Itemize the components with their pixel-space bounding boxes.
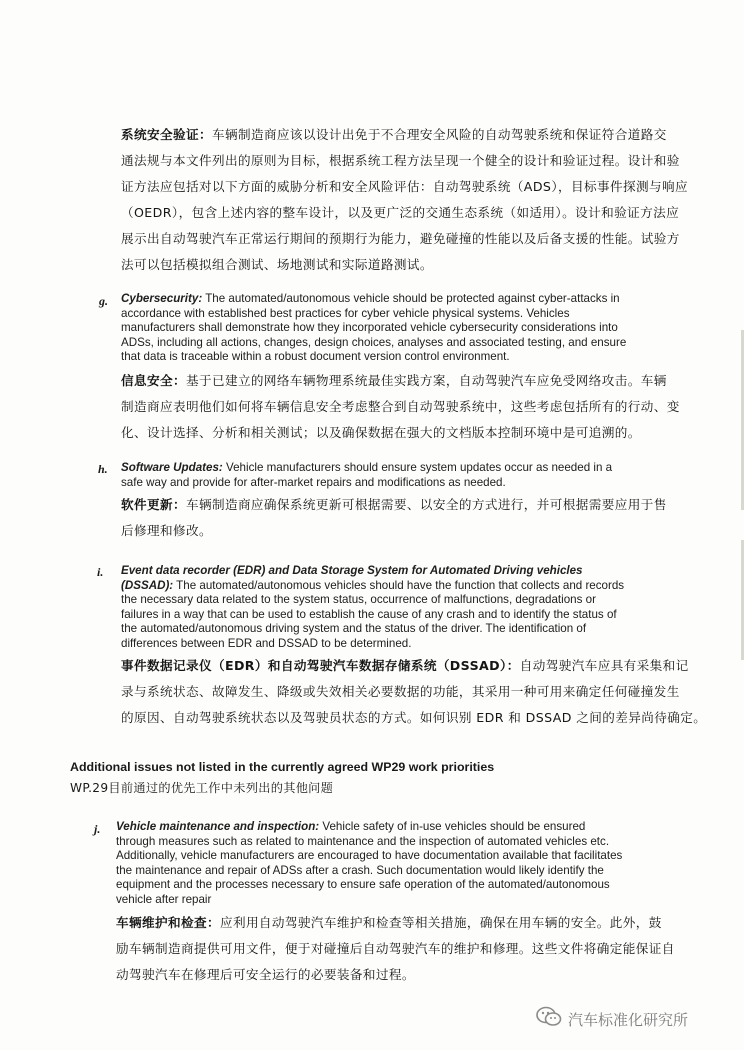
system-safety-line-6: 法可以包括模拟组合测试、场地测试和实际道路测试。 [121,257,433,272]
item-i-en-line-3: failures in a way that can be used to establish the cause of any crash and to identify the status of [121,607,617,621]
system-safety-line-3: 证方法应包括对以下方面的威胁分析和安全风险评估：自动驾驶系统（ADS），目标事件探测与响应 [121,179,688,194]
item-g-en-line-4: ADSs, including all actions, changes, design choices, analyses and associated testing, and ensure [121,335,627,349]
item-j-en-line-1: Vehicle safety of in-use vehicles should be ensured [319,820,586,833]
item-h-en-line-2: safe way and provide for after-market repairs and modifications as needed. [121,475,506,489]
system-safety-line-4: （OEDR），包含上述内容的整车设计，以及更广泛的交通生态系统（如适用）。设计和验证方法应 [121,205,680,220]
item-i-title-en-1: Event data recorder (EDR) and Data Storage System for Automated Driving vehicles [121,564,583,577]
item-i-english [121,564,681,652]
item-i-en-line-2: the necessary data related to the system status, occurrence of malfunctions, degradations or [121,593,596,607]
wechat-icon [536,1006,562,1032]
item-j-en-line-5: equipment and the processes necessary to ensure safe operation of the automated/autonomous [116,878,610,892]
item-g-zh-line-3: 化、设计选择、分析和相关测试；以及确保数据在强大的文档版本控制环境中是可追溯的。 [121,425,641,440]
watermark-text: 汽车标准化研究所 [568,1010,689,1029]
item-g-english [121,292,681,365]
item-i-title-en-2: (DSSAD): [121,578,174,592]
item-i-zh-line-2: 录与系统状态、故障发生、降级或失效相关必要数据的功能，其采用一种可用来确定任何碰撞发生 [121,684,680,699]
watermark [536,1006,688,1032]
item-i-letter: i. [97,565,104,579]
item-g-en-line-1: The automated/autonomous vehicle should be protected against cyber-attacks in [202,292,620,305]
item-g-en-line-5: that data is traceable within a robust document version control environment. [121,350,510,364]
item-j-zh-line-2: 励车辆制造商提供可用文件，便于对碰撞后自动驾驶汽车的维护和修理。这些文件将确定能保证自 [116,941,675,956]
item-g-chinese [121,368,711,446]
item-h-title-en: Software Updates: [121,461,223,474]
item-i-zh-line-1: 自动驾驶汽车应具有采集和记 [519,658,689,673]
item-h-en-line-1: Vehicle manufacturers should ensure system updates occur as needed in a [222,461,613,474]
item-g-title-zh: 信息安全： [121,373,186,388]
item-j-en-line-3: Additionally, vehicle manufacturers are encouraged to have documentation available that facilitates [116,849,623,863]
item-i-chinese [121,653,711,731]
item-j-title-en: Vehicle maintenance and inspection: [116,820,320,833]
item-h-chinese [121,492,711,544]
item-i-en-line-5: differences between EDR and DSSAD to be determined. [121,636,412,650]
item-j-letter: j. [94,822,101,836]
system-safety-line-1: 车辆制造商应该以设计出免于不合理安全风险的自动驾驶系统和保证符合道路交 [211,127,667,142]
additional-issues-heading-zh: WP.29目前通过的优先工作中未列出的其他问题 [70,781,334,795]
item-j-zh-line-3: 动驾驶汽车在修理后可安全运行的必要装备和过程。 [116,967,415,982]
system-safety-paragraph [121,122,711,278]
item-h-title-zh: 软件更新： [121,497,186,512]
item-j-english [116,820,686,908]
item-i-en-line-1: The automated/autonomous vehicles should have the function that collects and records [173,578,625,592]
item-i-title-zh: 事件数据记录仪（EDR）和自动驾驶汽车数据存储系统（DSSAD）： [121,658,520,673]
item-g-en-line-3: manufacturers shall demonstrate how they incorporated vehicle cybersecurity considerations into [121,321,618,335]
system-safety-title: 系统安全验证： [121,127,212,142]
item-j-chinese [116,910,716,988]
item-j-en-line-2: through measures such as related to maintenance and the inspection of automated vehicles etc. [116,834,610,848]
item-j-title-zh: 车辆维护和检查： [116,915,220,930]
item-h-zh-line-2: 后修理和修改。 [121,523,212,538]
item-h-zh-line-1: 车辆制造商应确保系统更新可根据需要、以安全的方式进行，并可根据需要应用于售 [185,497,667,512]
item-g-letter: g. [99,294,108,308]
item-h-english [121,461,681,490]
item-j-en-line-6: vehicle after repair [116,892,212,906]
item-g-en-line-2: accordance with established best practices for cyber vehicle physical systems. Vehicles [121,306,570,320]
additional-issues-heading-en: Additional issues not listed in the currently agreed WP29 work priorities [70,760,495,774]
item-i-en-line-4: the automated/autonomous driving system and the status of the driver. The identification of [121,622,587,636]
item-g-zh-line-2: 制造商应表明他们如何将车辆信息安全考虑整合到自动驾驶系统中，这些考虑包括所有的行动、变 [121,399,680,414]
item-j-en-line-4: the maintenance and repair of ADSs after a crash. Such documentation would likely identify the [116,863,604,877]
item-g-title-en: Cybersecurity: [121,292,203,305]
item-j-zh-line-1: 应利用自动驾驶汽车维护和检查等相关措施，确保在用车辆的安全。此外，鼓 [219,915,662,930]
system-safety-line-5: 展示出自动驾驶汽车正常运行期间的预期行为能力，避免碰撞的性能以及后备支援的性能。试验方 [121,231,680,246]
item-h-letter: h. [98,462,108,476]
item-i-zh-line-3: 的原因、自动驾驶系统状态以及驾驶员状态的方式。如何识别 EDR 和 DSSAD 之间的差异尚待确定。 [121,710,707,725]
system-safety-line-2: 通法规与本文件列出的原则为目标，根据系统工程方法呈现一个健全的设计和验证过程。设计和验 [121,153,680,168]
item-g-zh-line-1: 基于已建立的网络车辆物理系统最佳实践方案，自动驾驶汽车应免受网络攻击。车辆 [185,373,667,388]
